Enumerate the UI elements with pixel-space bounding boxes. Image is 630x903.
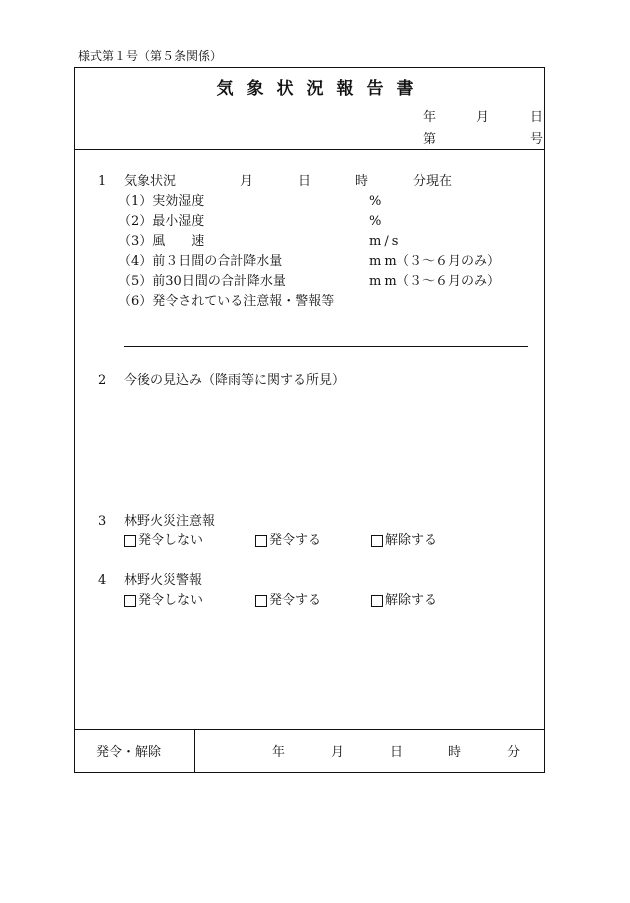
item-label: （4）前３日間の合計降水量: [118, 254, 283, 269]
page-title: 気象状況報告書: [216, 79, 427, 99]
option-label: 発令する: [269, 593, 322, 608]
option-cancel[interactable]: [371, 594, 437, 607]
footer-column-divider: [194, 729, 195, 773]
item-unit: m/s: [369, 234, 402, 249]
header-year: 年: [423, 110, 437, 125]
item-label: （3）風 速: [118, 234, 205, 249]
checkbox-icon[interactable]: [124, 535, 136, 547]
section1-day: 日: [298, 174, 312, 189]
section3-number: 3: [98, 514, 107, 529]
item-note: （３〜６月のみ）: [396, 254, 501, 269]
section1-minute-now: 分現在: [413, 174, 453, 189]
option-label: 発令する: [269, 533, 322, 548]
item-label: （1）実効湿度: [118, 194, 205, 209]
option-label: 発令しない: [138, 533, 204, 548]
checkbox-icon[interactable]: [255, 595, 267, 607]
section4-label: 林野火災警報: [124, 573, 203, 588]
header-number-suffix: 号: [530, 132, 544, 147]
section4-number: 4: [98, 573, 107, 588]
input-line: [124, 346, 528, 347]
header-day: 日: [530, 110, 544, 125]
item-label: （6）発令されている注意報・警報等: [118, 294, 335, 309]
section1-month: 月: [240, 174, 254, 189]
header-month: 月: [476, 110, 490, 125]
item-unit: %: [369, 214, 382, 229]
item-label: （5）前30日間の合計降水量: [118, 274, 286, 289]
footer-day: 日: [390, 745, 404, 760]
section1-number: 1: [98, 174, 107, 189]
item-note: （３〜６月のみ）: [396, 274, 501, 289]
item-unit: mm: [369, 254, 400, 269]
option-not-issue[interactable]: [124, 534, 203, 547]
footer-minute: 分: [507, 745, 521, 760]
footer-year: 年: [272, 745, 286, 760]
checkbox-icon[interactable]: [255, 535, 267, 547]
section3-label: 林野火災注意報: [124, 514, 216, 529]
option-issue[interactable]: [255, 534, 321, 547]
section2-label: 今後の見込み（降雨等に関する所見）: [124, 373, 346, 388]
section1-hour: 時: [355, 174, 369, 189]
item-unit: mm: [369, 274, 400, 289]
item-unit: %: [369, 194, 382, 209]
header-divider: [74, 149, 545, 150]
report-frame: [74, 67, 545, 773]
option-issue[interactable]: [255, 594, 321, 607]
section1-label: 気象状況: [124, 174, 177, 189]
section2-number: 2: [98, 373, 107, 388]
checkbox-icon[interactable]: [124, 595, 136, 607]
header-number-prefix: 第: [423, 132, 437, 147]
checkbox-icon[interactable]: [371, 595, 383, 607]
footer-label: 発令・解除: [96, 745, 162, 760]
footer-hour: 時: [448, 745, 462, 760]
checkbox-icon[interactable]: [371, 535, 383, 547]
option-label: 解除する: [385, 533, 438, 548]
option-label: 解除する: [385, 593, 438, 608]
form-label: 様式第１号（第５条関係）: [78, 49, 223, 63]
option-not-issue[interactable]: [124, 594, 203, 607]
footer-month: 月: [331, 745, 345, 760]
item-label: （2）最小湿度: [118, 214, 205, 229]
option-cancel[interactable]: [371, 534, 437, 547]
option-label: 発令しない: [138, 593, 204, 608]
footer-divider: [74, 729, 545, 730]
